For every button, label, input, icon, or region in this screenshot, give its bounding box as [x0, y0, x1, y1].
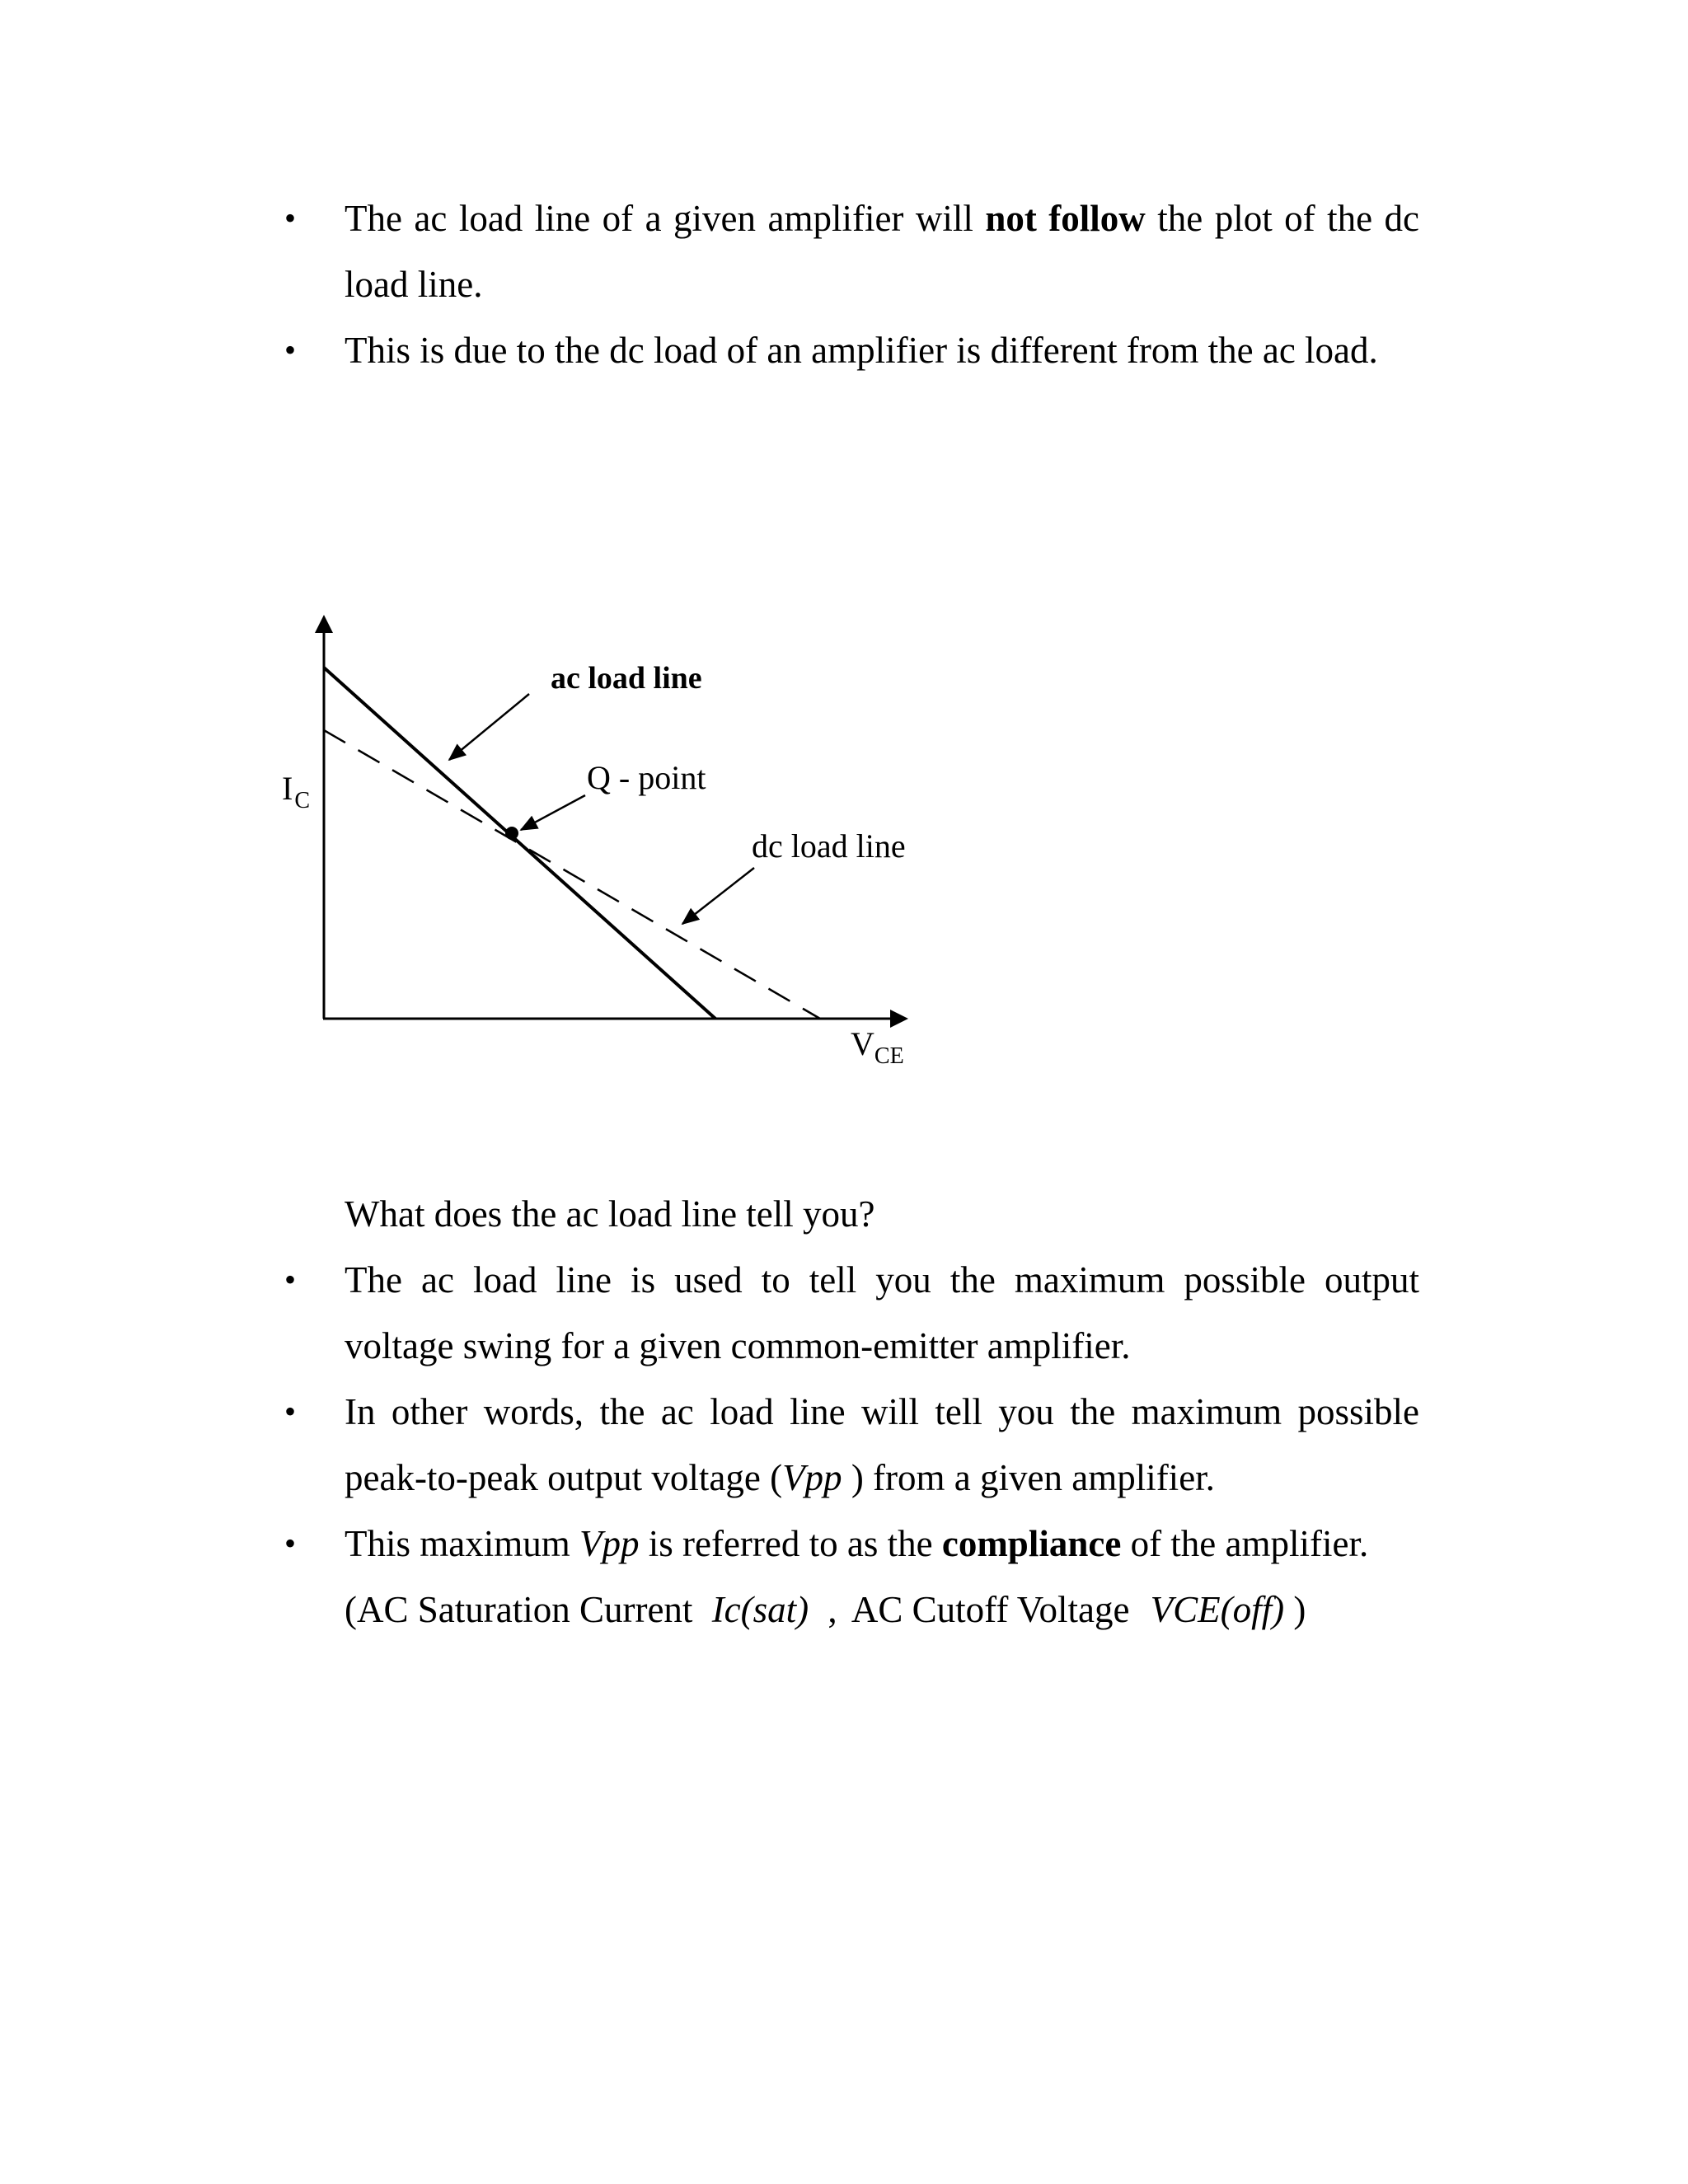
q-point-label: Q - point [587, 759, 706, 796]
text-run: AC Cutoff Voltage [851, 1589, 1139, 1630]
text-run: ) from a given amplifier. [842, 1457, 1215, 1498]
symbol-vpp: Vpp [782, 1457, 842, 1498]
paragraph-line [345, 1511, 1368, 1577]
bullet-marker: • [284, 1525, 297, 1562]
text-run: This maximum [345, 1523, 579, 1564]
text-run: of the amplifier. [1121, 1523, 1369, 1564]
text-run: (AC Saturation Current [345, 1589, 702, 1630]
text-run: ) [1284, 1589, 1306, 1630]
ac-load-line-pointer [449, 694, 529, 760]
emphasis-bold: not follow [985, 198, 1146, 239]
x-axis-label: $V_{CE}$ [851, 1025, 904, 1069]
symbol-vpp: Vpp [579, 1523, 640, 1564]
dc-load-line-pointer [682, 868, 754, 924]
y-axis-arrow [315, 615, 333, 633]
paragraph-line [345, 1577, 1306, 1643]
y-axis-subscript: C [294, 788, 311, 813]
bullet-marker: • [284, 1261, 297, 1298]
text-run: is referred to as the [639, 1523, 942, 1564]
paragraph-line: voltage swing for a given common-emitter amplifier. [345, 1325, 1131, 1366]
symbol-ic-sat: Ic(sat) [711, 1589, 809, 1630]
paragraph-line: The ac load line is used to tell you the maximum possible output [345, 1259, 1419, 1301]
q-point-pointer [521, 795, 585, 830]
bullet-marker: • [284, 331, 297, 368]
load-line-diagram [264, 610, 940, 1088]
q-point-marker [505, 827, 518, 840]
bullet-marker: • [284, 199, 297, 237]
bullet-marker: • [284, 1393, 297, 1430]
x-axis-arrow [890, 1010, 908, 1028]
paragraph-line: In other words, the ac load line will tell you the maximum possible [345, 1391, 1419, 1432]
x-axis-subscript: CE [874, 1043, 904, 1069]
paragraph-line: load line. [345, 264, 483, 305]
y-axis-label: $I_C$ [282, 770, 311, 813]
dc-load-line-label: dc load line [752, 827, 906, 865]
paragraph-line [345, 185, 1419, 251]
paragraph-line: This is due to the dc load of an amplifier is different from the ac load. [345, 330, 1378, 371]
text-run: , [818, 1589, 846, 1630]
ac-load-line [324, 668, 715, 1019]
emphasis-bold: compliance [941, 1523, 1122, 1564]
symbol-vce-off: VCE(off) [1150, 1589, 1285, 1630]
paragraph-line [345, 1445, 1215, 1511]
ac-load-line-label: ac load line [551, 661, 702, 696]
text-run: peak-to-peak output voltage ( [345, 1457, 783, 1498]
question-heading: What does the ac load line tell you? [345, 1193, 875, 1235]
text-run: the plot of the dc [1145, 198, 1420, 239]
text-run: The ac load line of a given amplifier will [345, 198, 986, 239]
